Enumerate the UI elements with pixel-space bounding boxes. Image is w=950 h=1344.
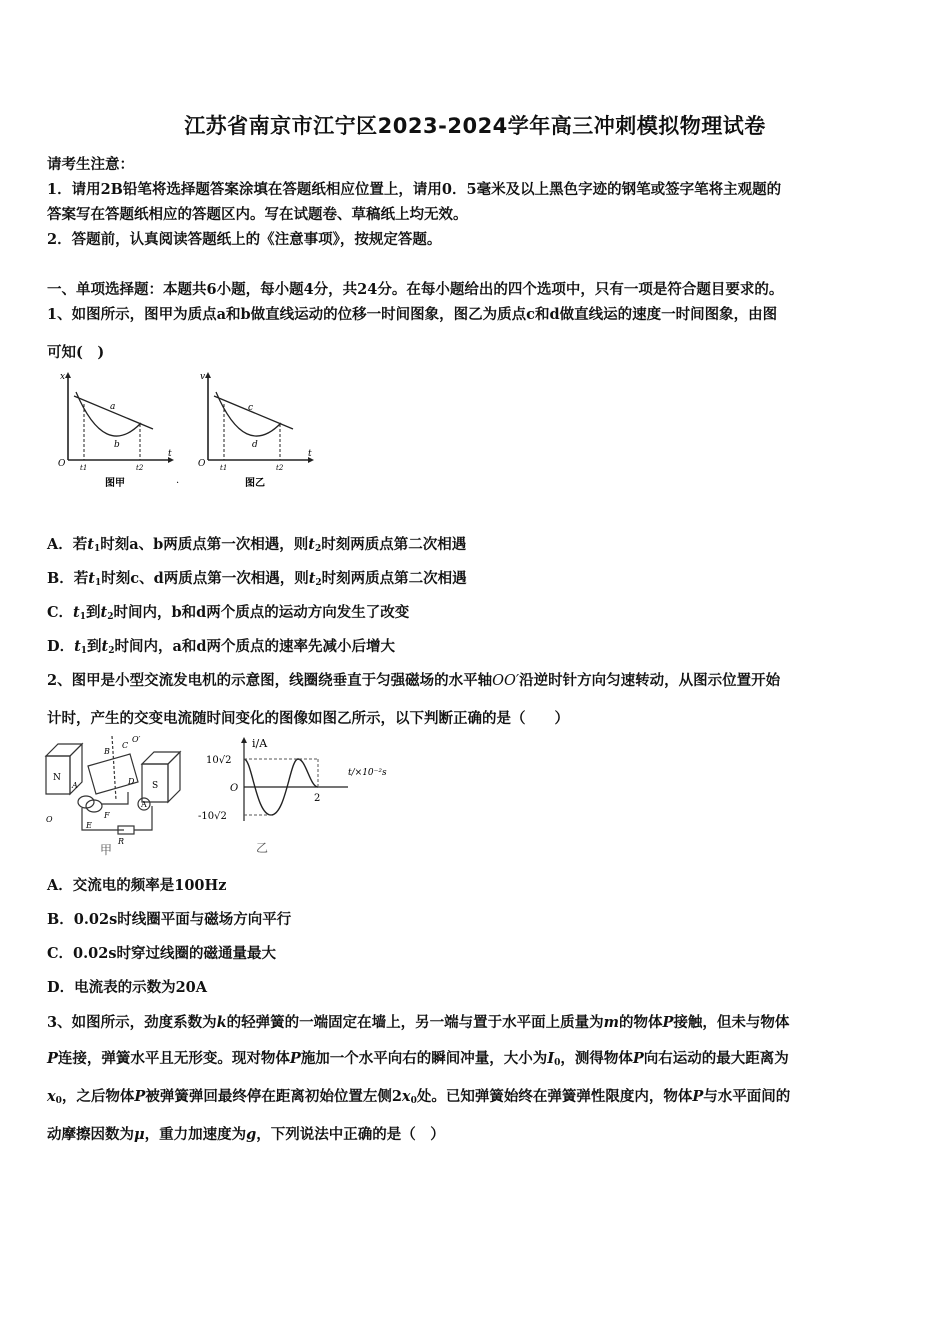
point-a-label: A (72, 781, 78, 790)
curve-d-label: d (252, 440, 258, 450)
point-c-label: C (122, 741, 129, 750)
figure-caption: 图乙 (245, 478, 265, 489)
pole-n-label: N (53, 773, 61, 783)
curve-a-label: a (110, 402, 116, 412)
point-b-label: B (104, 747, 110, 756)
origin-label: O (230, 783, 239, 794)
rotation-axis (112, 736, 116, 800)
pole-s-label: S (152, 781, 159, 791)
t1-label: t1 (80, 464, 88, 472)
axis-x-label: t (308, 449, 312, 459)
axis-y-label: x (60, 372, 66, 382)
i-axis-arrow-icon (241, 737, 247, 743)
q3-stem-line-2: P连接，弹簧水平且无形变。现对物体P施加一个水平向右的瞬间冲量，大小为$I_0$，测得物体P向右运动的最大距离为 (47, 1050, 789, 1068)
point-d-label: D (128, 777, 135, 786)
q1-figure-jia (50, 370, 175, 495)
magnet-s-side (168, 752, 180, 802)
notice-line-3: 2．答题前，认真阅读答题纸上的《注意事项》，按规定答题。 (47, 231, 442, 248)
resistor-label: R (118, 837, 125, 846)
section-heading: 一、单项选择题：本题共6小题，每小题4分，共24分。在每小题给出的四个选项中，只有一项是符合题目要求的。 (47, 281, 784, 298)
q1-stem-line-1: 1、如图所示，图甲为质点a和b做直线运动的位移一时间图象，图乙为质点c和d做直线运的速度一时间图象，由图 (47, 306, 778, 323)
origin-label: O (58, 459, 66, 469)
ymin-label: -10√2 (198, 811, 227, 822)
i-axis-label: i/A (252, 737, 268, 750)
q3-stem-line-3: $x_0$，之后物体P被弹簧弹回最终停在距离初始位置左侧$2x_0$处。已知弹簧始终在弹簧弹性限度内，物体P与水平面间的 (47, 1088, 791, 1106)
figure-caption: 图甲 (105, 478, 125, 489)
q2-option-a: A．交流电的频率是100Hz (47, 877, 227, 894)
wire-top (102, 792, 128, 804)
figure-caption: 乙 (256, 841, 269, 855)
q1-stem-line-2: 可知( ) (47, 344, 105, 361)
axis-o-top-label: O′ (132, 735, 141, 744)
tick-label: 2 (314, 793, 321, 804)
origin-label: O (198, 459, 206, 469)
q1-option-a: A．若$t_1$时刻a、b两质点第一次相遇，则$t_2$时刻两质点第二次相遇 (47, 536, 467, 554)
q1-option-d: D．$t_1$到$t_2$时间内，a和d两个质点的速率先减小后增大 (47, 638, 396, 656)
coil-loop (88, 754, 138, 794)
t1-label: t1 (220, 464, 228, 472)
notice-line-2: 答案写在答题纸相应的答题区内。写在试题卷、草稿纸上均无效。 (47, 206, 468, 223)
y-axis-arrow-icon (205, 372, 211, 378)
y-axis-arrow-icon (65, 372, 71, 378)
q1-figure-yi (190, 370, 315, 495)
page-title: 江苏省南京市江宁区2023-2024学年高三冲刺模拟物理试卷 (184, 114, 766, 138)
q2-option-d: D．电流表的示数为20A (47, 979, 208, 996)
t2-label: t2 (276, 464, 284, 472)
q2-stem-line-2: 计时，产生的交变电流随时间变化的图像如图乙所示，以下判断正确的是（ ） (47, 710, 569, 727)
q2-figure-current-graph (198, 735, 398, 860)
q1-option-c: C．$t_1$到$t_2$时间内，b和d两个质点的运动方向发生了改变 (47, 604, 410, 622)
q1-option-b: B．若$t_1$时刻c、d两质点第一次相遇，则$t_2$时刻两质点第二次相遇 (47, 570, 467, 588)
t-axis-label: t/×10⁻²s (348, 768, 387, 778)
curve-b-label: b (114, 440, 120, 450)
figure-separator-dot: · (176, 478, 180, 489)
q2-option-c: C．0.02s时穿过线圈的磁通量最大 (47, 945, 277, 962)
q2-stem-line-1: 2、图甲是小型交流发电机的示意图，线圈绕垂直于匀强磁场的水平轴OO′沿逆时针方向匀速转动，从图示位置开始 (47, 672, 781, 689)
axis-y-label: v (200, 372, 206, 382)
axis-o-bottom-label: O (46, 815, 53, 824)
axis-x-label: t (168, 449, 172, 459)
notice-heading: 请考生注意： (47, 156, 134, 173)
q3-stem-line-4: 动摩擦因数为μ，重力加速度为g，下列说法中正确的是（ ） (47, 1126, 445, 1143)
t2-label: t2 (136, 464, 144, 472)
curve-b (76, 392, 141, 436)
q3-stem-line-1: 3、如图所示，劲度系数为k的轻弹簧的一端固定在墙上，另一端与置于水平面上质量为m的物体P接触，但未与物体 (47, 1014, 790, 1031)
notice-line-1: 1．请用2B铅笔将选择题答案涂填在答题纸相应位置上，请用0．5毫米及以上黑色字迹的钢笔或签字笔将主观题的 (47, 181, 782, 198)
ymax-label: 10√2 (206, 755, 232, 766)
curve-c-label: c (248, 403, 254, 413)
point-e-label: E (86, 821, 92, 830)
ammeter-label: A (141, 800, 147, 809)
figure-caption: 甲 (100, 843, 113, 857)
q2-figure-generator (42, 732, 202, 857)
curve-d (216, 392, 281, 436)
q2-option-b: B．0.02s时线圈平面与磁场方向平行 (47, 911, 292, 928)
point-f-label: F (104, 811, 110, 820)
